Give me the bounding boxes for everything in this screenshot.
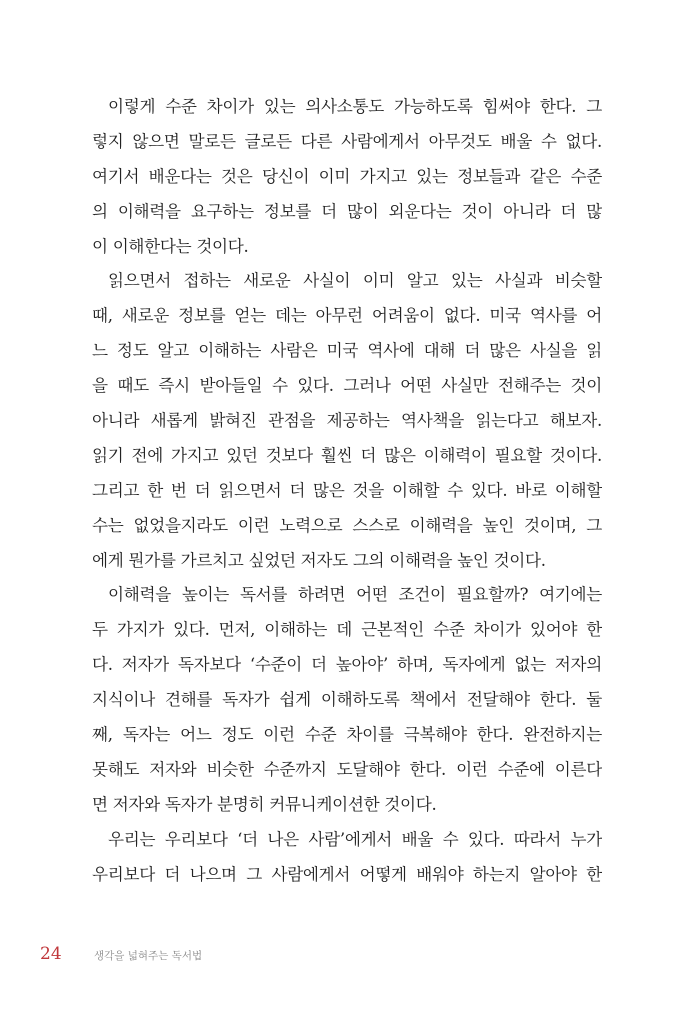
text-line: 그리고 한 번 더 읽으면서 더 많은 것을 이해할 수 있다. 바로 이해할 — [92, 480, 602, 500]
text-line: 이해력을 높이는 독서를 하려면 어떤 조건이 필요할까? 여기에는 — [108, 585, 602, 605]
text-line: 우리보다 더 나으며 그 사람에게서 어떻게 배워야 하는지 알아야 한 — [92, 864, 602, 884]
paragraph — [92, 578, 602, 822]
text-line: 우리는 우리보다 ‘더 나은 사람’에게서 배울 수 있다. 따라서 누가 — [108, 829, 602, 849]
text-line: 이 이해한다는 것이다. — [92, 236, 249, 256]
text-line: 이렇게 수준 차이가 있는 의사소통도 가능하도록 힘써야 한다. 그 — [108, 97, 602, 116]
paragraph — [92, 264, 602, 578]
text-line: 수는 없었을지라도 이런 노력으로 스스로 이해력을 높인 것이며, 그 — [92, 515, 602, 535]
page-number: 24 — [40, 944, 62, 964]
text-line: 읽기 전에 가지고 있던 것보다 훨씬 더 많은 이해력이 필요할 것이다. — [92, 445, 602, 465]
text-line: 면 저자와 독자가 분명히 커뮤니케이션한 것이다. — [92, 794, 437, 814]
text-line: 때, 새로운 정보를 얻는 데는 아무런 어려움이 없다. 미국 역사를 어 — [92, 306, 602, 326]
text-line: 못해도 저자와 비슷한 수준까지 도달해야 한다. 이런 수준에 이른다 — [92, 759, 602, 779]
text-line: 째, 독자는 어느 정도 이런 수준 차이를 극복해야 한다. 완전하지는 — [92, 725, 602, 745]
text-line: 읽으면서 접하는 새로운 사실이 이미 알고 있는 사실과 비슷할 — [108, 271, 602, 291]
body-text — [92, 90, 602, 892]
text-line: 렇지 않으면 말로든 글로든 다른 사람에게서 아무것도 배울 수 없다. — [92, 131, 602, 151]
text-line: 다. 저자가 독자보다 ‘수준이 더 높아야’ 하며, 독자에게 없는 저자의 — [92, 655, 602, 675]
text-line: 의 이해력을 요구하는 정보를 더 많이 외운다는 것이 아니라 더 많 — [92, 201, 602, 221]
page-footer — [40, 944, 202, 964]
paragraph — [92, 90, 602, 264]
text-line: 느 정도 알고 이해하는 사람은 미국 역사에 대해 더 많은 사실을 읽 — [92, 341, 602, 361]
text-line: 지식이나 견해를 독자가 쉽게 이해하도록 책에서 전달해야 한다. 둘 — [92, 690, 602, 710]
text-line: 아니라 새롭게 밝혀진 관점을 제공하는 역사책을 읽는다고 해보자. — [92, 411, 602, 431]
text-line: 을 때도 즉시 받아들일 수 있다. 그러나 어떤 사실만 전해주는 것이 — [92, 376, 602, 396]
text-line: 에게 뭔가를 가르치고 싶었던 저자도 그의 이해력을 높인 것이다. — [92, 550, 546, 570]
text-line: 두 가지가 있다. 먼저, 이해하는 데 근본적인 수준 차이가 있어야 한 — [92, 620, 602, 640]
paragraph — [92, 823, 602, 893]
text-line: 여기서 배운다는 것은 당신이 이미 가지고 있는 정보들과 같은 수준 — [92, 166, 602, 186]
running-title: 생각을 넓혀주는 독서법 — [94, 950, 203, 962]
